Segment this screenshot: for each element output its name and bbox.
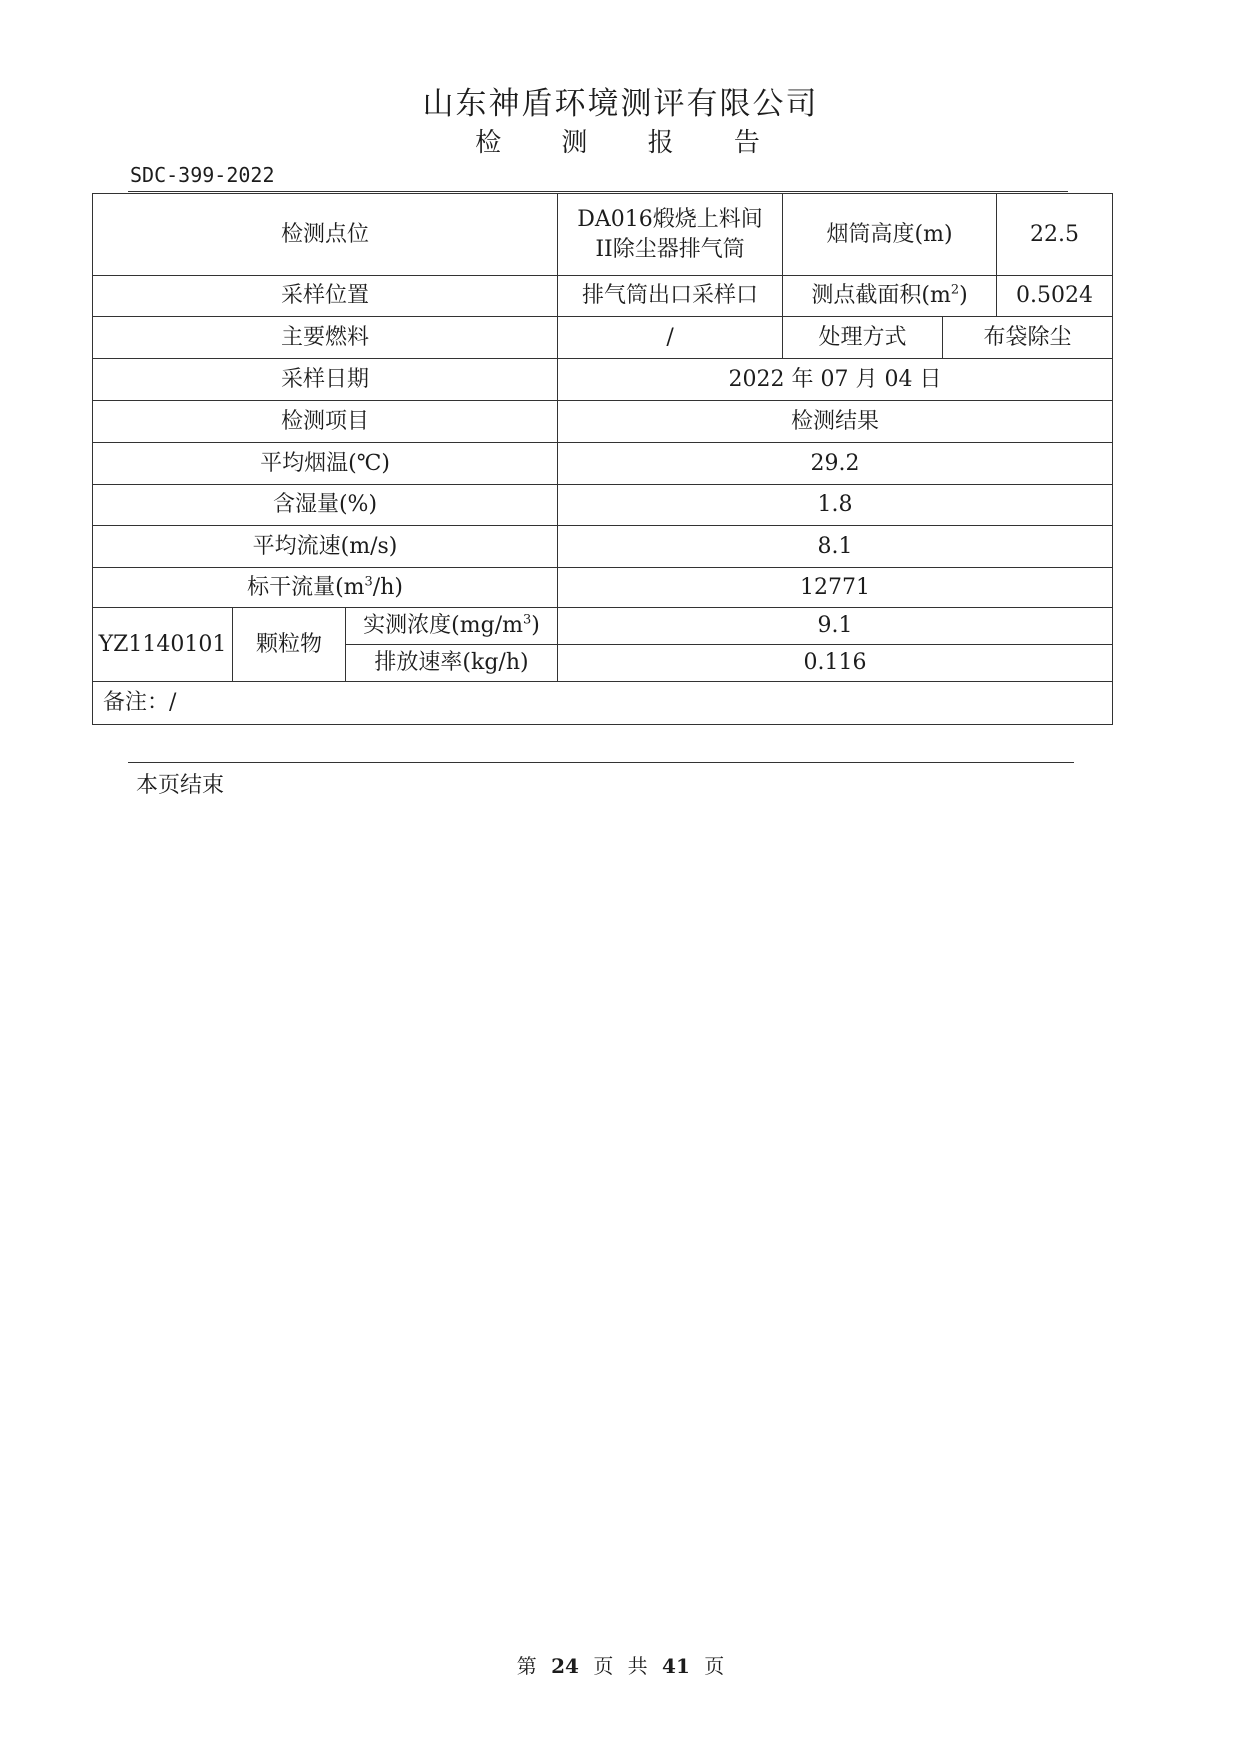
section-area-value: 0.5024: [997, 276, 1113, 317]
table-row: [93, 317, 1113, 359]
table-row: [93, 401, 1113, 443]
section-area-label: 测点截面积$(m^2)$: [783, 276, 997, 317]
treatment-label: 处理方式: [783, 317, 943, 359]
stack-height-label: 烟筒高度(m): [783, 194, 997, 276]
table-row: [93, 276, 1113, 317]
point-value-line2: II除尘器排气筒: [595, 236, 745, 262]
stack-height-value: 22.5: [997, 194, 1113, 276]
concentration-value: 9.1: [558, 608, 1113, 645]
result-header: 检测结果: [558, 401, 1113, 443]
table-row: [93, 443, 1113, 485]
velocity-label: 平均流速(m/s): [93, 526, 558, 568]
emission-rate-label: 排放速率(kg/h): [346, 645, 558, 682]
report-title: 检 测 报 告: [475, 128, 786, 158]
remark: 备注：/: [93, 682, 1113, 725]
sampling-date-value: 2022 年 07 月 04 日: [558, 359, 1113, 401]
end-of-page-note: 本页结束: [136, 773, 225, 798]
table-row: [93, 568, 1113, 608]
sampling-position-label: 采样位置: [93, 276, 558, 317]
sampling-date-label: 采样日期: [93, 359, 558, 401]
company-name: 山东神盾环境测评有限公司: [422, 86, 819, 122]
table-row: [93, 485, 1113, 526]
point-value: [558, 194, 783, 276]
page-number: 第 24 页 共 41 页: [516, 1654, 725, 1678]
table-row: [93, 682, 1113, 725]
flow-label: 标干流量$(m^3/h)$: [93, 568, 558, 608]
avg-temp-value: 29.2: [558, 443, 1113, 485]
header-rule: [128, 191, 1068, 192]
velocity-value: 8.1: [558, 526, 1113, 568]
end-rule: [128, 762, 1074, 763]
item-header: 检测项目: [93, 401, 558, 443]
flow-value: 12771: [558, 568, 1113, 608]
table-row: [93, 194, 1113, 276]
fuel-label: 主要燃料: [93, 317, 558, 359]
pollutant-name: 颗粒物: [233, 608, 346, 682]
point-value-line1: DA016煅烧上料间: [577, 206, 763, 232]
sampling-position-value: 排气筒出口采样口: [558, 276, 783, 317]
avg-temp-label: 平均烟温(℃): [93, 443, 558, 485]
table-row: [93, 359, 1113, 401]
test-results-table: [92, 193, 1113, 725]
moisture-value: 1.8: [558, 485, 1113, 526]
emission-rate-value: 0.116: [558, 645, 1113, 682]
point-label: 检测点位: [93, 194, 558, 276]
table-row: [93, 526, 1113, 568]
sample-id: YZ1140101: [93, 608, 233, 682]
report-number: SDC-399-2022: [130, 163, 275, 187]
concentration-label: 实测浓度$(mg/m^3)$: [346, 608, 558, 645]
treatment-value: 布袋除尘: [943, 317, 1113, 359]
table-row: [93, 608, 1113, 645]
moisture-label: 含湿量(%): [93, 485, 558, 526]
fuel-value: /: [558, 317, 783, 359]
